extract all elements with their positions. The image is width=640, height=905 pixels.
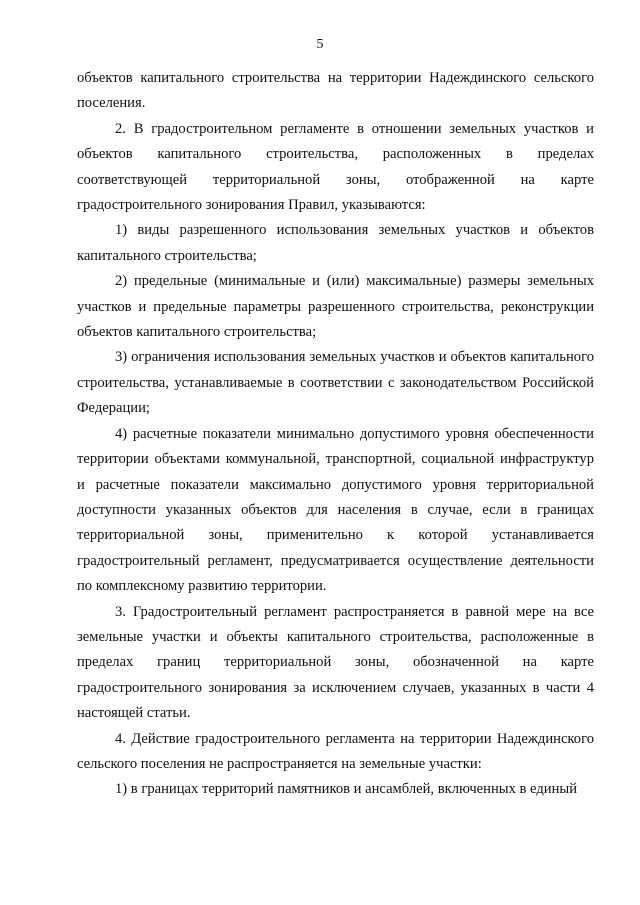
paragraph-subitem-1: 1) виды разрешенного использования земельных участков и объектов капитального строительства; <box>77 222 594 264</box>
paragraph-continuation: объектов капитального строительства на территории Надеждинского сельского поселения. <box>77 70 594 112</box>
paragraph-item-3: 3. Градостроительный регламент распространяется в равной мере на все земельные участки и объекты капитального строительства, расположенные в пределах границ территориальной зоны, обозначенной на карте градостроительного зонирования за исключением случаев, указанных в части 4 настоящей статьи. <box>77 603 594 722</box>
document-body <box>77 66 594 803</box>
paragraph-item-2: 2. В градостроительном регламенте в отношении земельных участков и объектов капитального строительства, расположенных в пределах соответствующей территориальной зоны, отображенной на карте градостроительного зонирования Правил, указываются: <box>77 120 594 214</box>
paragraph-item-4: 4. Действие градостроительного регламента на территории Надеждинского сельского поселения не распространяется на земельные участки: <box>77 730 594 772</box>
paragraph-item-4-subitem-1: 1) в границах территорий памятников и ансамблей, включенных в единый <box>115 781 578 798</box>
page-number: 5 <box>316 37 324 52</box>
paragraph-subitem-3: 3) ограничения использования земельных участков и объектов капитального строительства, устанавливаемые в соответствии с законодательством Российской Федерации; <box>77 349 594 417</box>
paragraph-subitem-2: 2) предельные (минимальные и (или) максимальные) размеры земельных участков и предельные параметры разрешенного строительства, реконструкции объектов капитального строительства; <box>77 273 594 341</box>
paragraph-subitem-4: 4) расчетные показатели минимально допустимого уровня обеспеченности территории объектами коммунальной, транспортной, социальной инфраструктур и расчетные показатели максимально допустимого уровня территориальной доступности указанных объектов для населения в случае, если в границах территориальной зоны, применительно к которой устанавливается градостроительный регламент, предусматривается осуществление деятельности по комплексному развитию территории. <box>77 425 594 595</box>
